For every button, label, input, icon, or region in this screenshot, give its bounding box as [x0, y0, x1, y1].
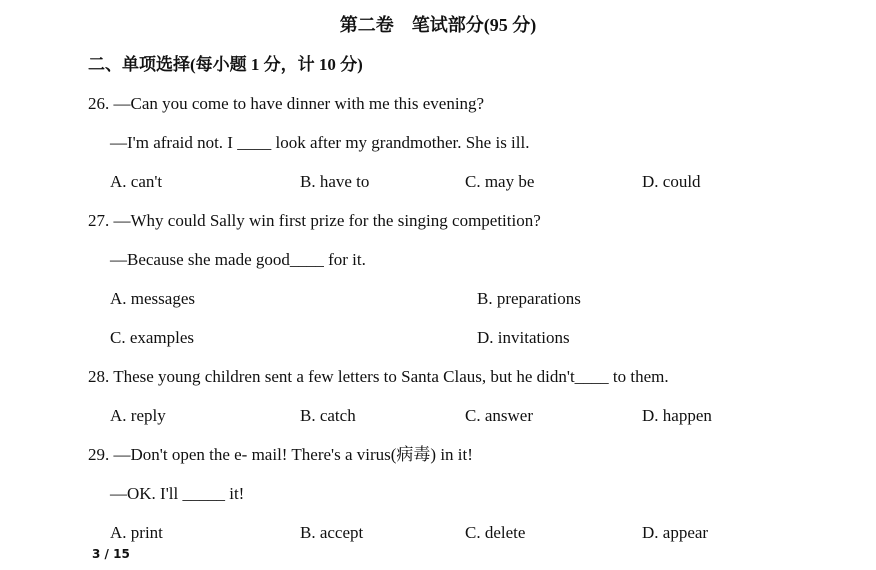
question-28-stem: 28. These young children sent a few letters to Santa Claus, but he didn't____ to them. — [88, 367, 669, 386]
question-27-reply: —Because she made good____ for it. — [110, 250, 366, 269]
question-26-option-c: C. may be — [465, 172, 535, 191]
question-28-option-d: D. happen — [642, 406, 712, 425]
question-29-stem: 29. —Don't open the e- mail! There's a virus(病毒) in it! — [88, 445, 473, 464]
question-26-option-d: D. could — [642, 172, 701, 191]
question-27-option-d: D. invitations — [477, 328, 570, 347]
question-26-stem: 26. —Can you come to have dinner with me this evening? — [88, 94, 485, 113]
page-number: 3 / 15 — [92, 547, 130, 561]
question-27-stem: 27. —Why could Sally win first prize for the singing competition? — [88, 211, 541, 230]
question-26-option-b: B. have to — [300, 172, 370, 191]
paper-section-title: 第二卷 笔试部分(95 分) — [339, 15, 537, 35]
question-26-reply: —I'm afraid not. I ____ look after my grandmother. She is ill. — [110, 133, 530, 152]
question-26-option-a: A. can't — [110, 172, 163, 191]
question-27-option-a: A. messages — [110, 289, 195, 308]
question-27-option-b: B. preparations — [477, 289, 581, 308]
question-27-option-c: C. examples — [110, 328, 195, 347]
question-28-option-c: C. answer — [465, 406, 533, 425]
question-28-option-a: A. reply — [110, 406, 166, 425]
question-29-reply: —OK. I'll _____ it! — [110, 484, 245, 503]
question-29-option-c: C. delete — [465, 523, 526, 542]
question-29-option-b: B. accept — [300, 523, 364, 542]
question-28-option-b: B. catch — [300, 406, 356, 425]
question-29-option-a: A. print — [110, 523, 163, 542]
section-heading: 二、单项选择(每小题 1 分，计 10 分) — [88, 55, 363, 74]
question-29-option-d: D. appear — [642, 523, 709, 542]
